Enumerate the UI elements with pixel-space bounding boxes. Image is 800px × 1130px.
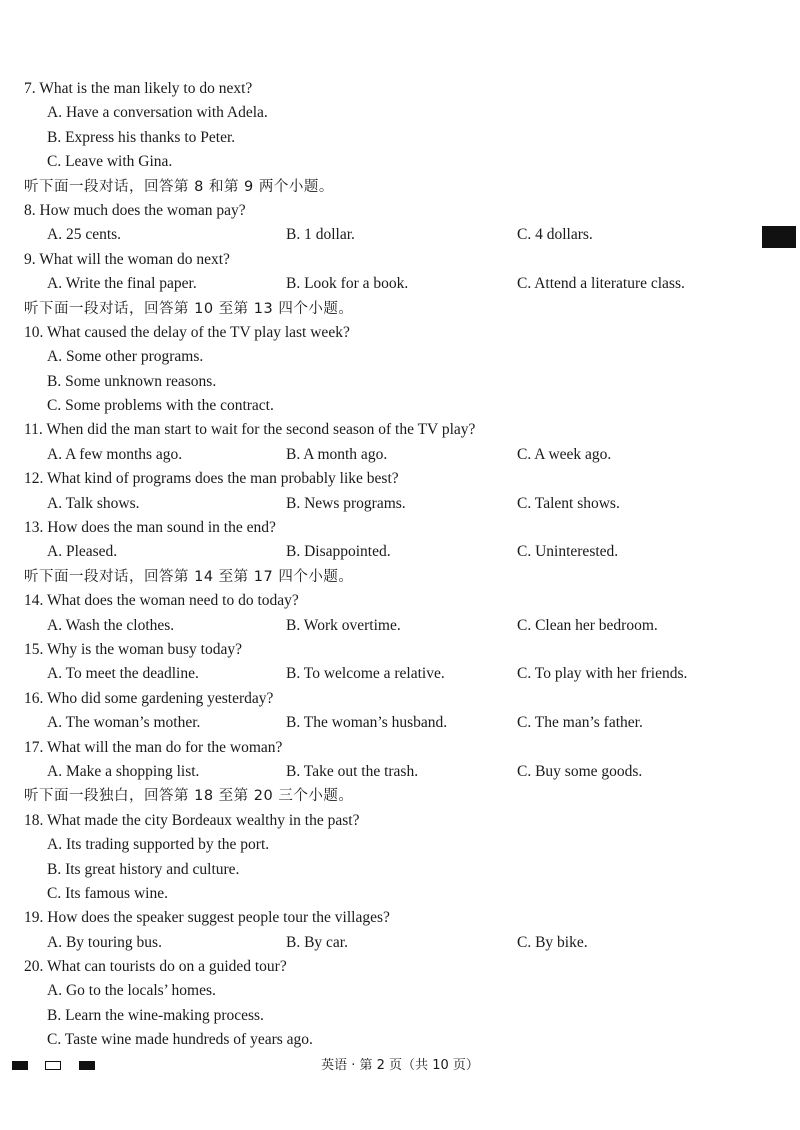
answer-option: A. Have a conversation with Adela.: [47, 104, 268, 122]
option-b: B. News programs.: [286, 494, 406, 512]
option-b: B. Take out the trash.: [286, 762, 419, 780]
option-b: B. Disappointed.: [286, 543, 391, 561]
answer-option: C. Some problems with the contract.: [47, 397, 274, 415]
options-row: [24, 662, 764, 686]
question-text: 19. How does the speaker suggest people tour the villages?: [24, 909, 390, 927]
option-b: B. Work overtime.: [286, 616, 401, 634]
answer-option: B. Its great history and culture.: [47, 860, 240, 878]
option-b: B. Look for a book.: [286, 275, 409, 293]
answer-option: B. Learn the wine-making process.: [47, 1006, 264, 1024]
options-row: [24, 492, 764, 516]
options-row: [24, 711, 764, 735]
option-a: A. Talk shows.: [47, 494, 140, 512]
answer-option: C. Leave with Gina.: [47, 153, 173, 171]
options-row: [24, 540, 764, 564]
option-a: A. The woman’s mother.: [47, 714, 201, 732]
options-row: [24, 443, 764, 467]
question-text: 15. Why is the woman busy today?: [24, 640, 242, 658]
question-text: 10. What caused the delay of the TV play last week?: [24, 323, 350, 341]
option-a: A. Pleased.: [47, 543, 118, 561]
option-c: C. Buy some goods.: [517, 762, 643, 780]
option-c: C. By bike.: [517, 933, 588, 951]
option-a: A. Write the final paper.: [47, 275, 197, 293]
page-footer: [0, 1057, 800, 1077]
option-a: A. 25 cents.: [47, 226, 122, 244]
exam-page-content: [24, 77, 764, 1053]
question-text: 14. What does the woman need to do today?: [24, 592, 299, 610]
option-c: C. To play with her friends.: [517, 665, 688, 683]
answer-option: C. Taste wine made hundreds of years ago.: [47, 1031, 313, 1049]
option-c: C. Talent shows.: [517, 494, 620, 512]
question-text: 7. What is the man likely to do next?: [24, 80, 253, 97]
answer-option: B. Express his thanks to Peter.: [47, 128, 236, 146]
page-number-label: 英语 · 第 2 页（共 10 页）: [321, 1058, 479, 1073]
answer-option: A. Some other programs.: [47, 348, 204, 366]
option-b: B. To welcome a relative.: [286, 665, 445, 683]
option-a: A. Make a shopping list.: [47, 762, 200, 780]
option-c: C. Attend a literature class.: [517, 275, 685, 293]
question-text: 8. How much does the woman pay?: [24, 201, 246, 219]
option-c: C. 4 dollars.: [517, 226, 593, 244]
question-text: 16. Who did some gardening yesterday?: [24, 689, 274, 707]
options-row: [24, 614, 764, 638]
option-c: C. Clean her bedroom.: [517, 616, 658, 634]
question-text: 18. What made the city Bordeaux wealthy in the past?: [24, 811, 360, 829]
section-instruction: 听下面一段对话，回答第 10 至第 13 四个小题。: [24, 300, 354, 317]
answer-option: C. Its famous wine.: [47, 884, 168, 902]
section-instruction: 听下面一段独白，回答第 18 至第 20 三个小题。: [24, 788, 354, 805]
question-text: 12. What kind of programs does the man probably like best?: [24, 470, 399, 488]
option-c: C. A week ago.: [517, 445, 612, 463]
question-text: 13. How does the man sound in the end?: [24, 519, 276, 537]
option-a: A. To meet the deadline.: [47, 665, 199, 683]
option-a: A. By touring bus.: [47, 933, 162, 951]
margin-tab-mark: [762, 226, 796, 248]
options-row: [24, 931, 764, 955]
options-row: [24, 760, 764, 784]
option-c: C. Uninterested.: [517, 543, 619, 561]
question-text: 20. What can tourists do on a guided tour?: [24, 958, 287, 976]
options-row: [24, 223, 764, 247]
option-a: A. A few months ago.: [47, 445, 183, 463]
question-text: 17. What will the man do for the woman?: [24, 738, 283, 756]
option-a: A. Wash the clothes.: [47, 616, 175, 634]
question-text: 11. When did the man start to wait for the second season of the TV play?: [24, 421, 476, 439]
section-instruction: 听下面一段对话，回答第 14 至第 17 四个小题。: [24, 568, 354, 585]
option-b: B. 1 dollar.: [286, 226, 355, 244]
question-text: 9. What will the woman do next?: [24, 250, 230, 268]
section-instruction: 听下面一段对话，回答第 8 和第 9 两个小题。: [24, 178, 334, 195]
options-row: [24, 272, 764, 296]
option-c: C. The man’s father.: [517, 714, 643, 732]
answer-option: A. Its trading supported by the port.: [47, 836, 270, 854]
option-b: B. By car.: [286, 933, 348, 951]
option-b: B. The woman’s husband.: [286, 714, 448, 732]
answer-option: A. Go to the locals’ homes.: [47, 982, 216, 1000]
answer-option: B. Some unknown reasons.: [47, 372, 217, 390]
option-b: B. A month ago.: [286, 445, 388, 463]
